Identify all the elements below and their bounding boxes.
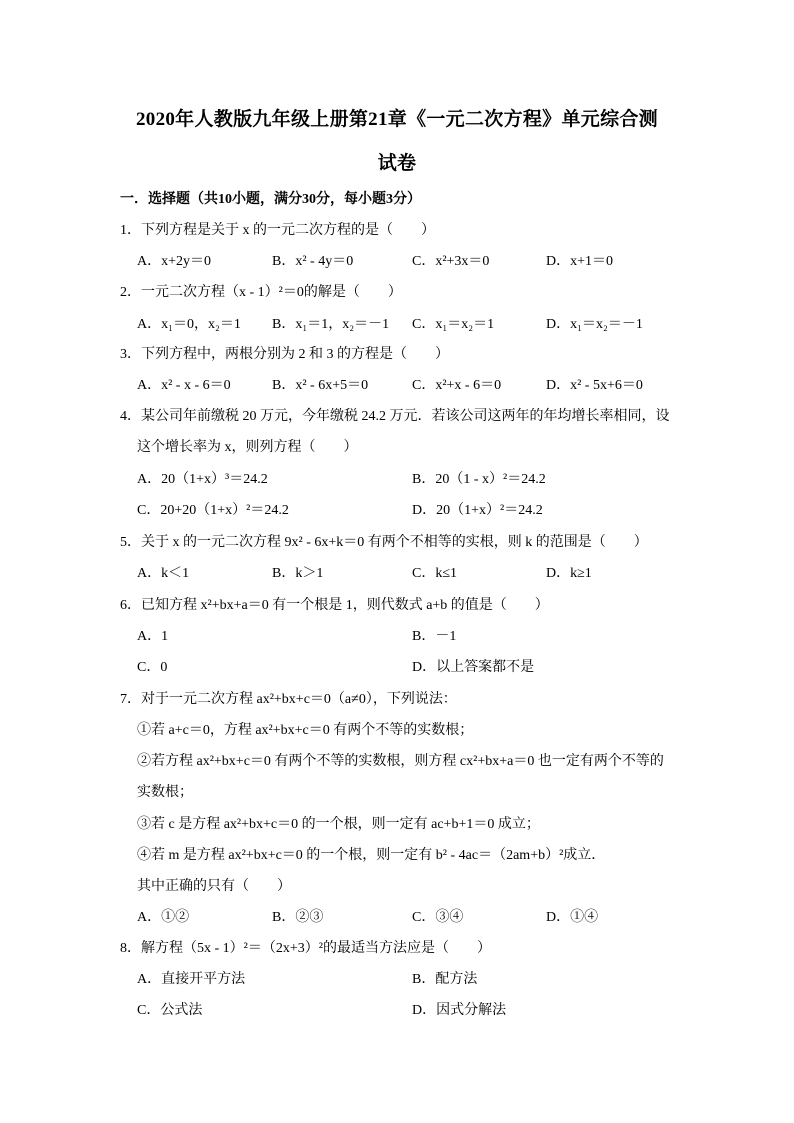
question-6-option-d: D．以上答案都不是 [412, 660, 535, 675]
question-4-stem-line2: 这个增长率为 x，则列方程（ ） [137, 440, 358, 455]
page-title-line2: 试卷 [377, 153, 417, 174]
question-2-option-c: C．x₁＝x₂＝1 [412, 317, 495, 332]
question-1-option-a: A．x+2y＝0 [137, 254, 212, 269]
question-7-statement-1: ①若 a+c＝0，方程 ax²+bx+c＝0 有两个不等的实数根； [137, 723, 474, 738]
question-7-statement-2-line1: ②若方程 ax²+bx+c＝0 有两个不等的实数根，则方程 cx²+bx+a＝0 也一定有两个不等的 [137, 754, 664, 769]
question-5-option-c: C．k≤1 [412, 566, 458, 581]
question-7-statement-3: ③若 c 是方程 ax²+bx+c＝0 的一个根，则一定有 ac+b+1＝0 成立； [137, 817, 540, 832]
question-2-option-a: A．x₁＝0，x₂＝1 [137, 317, 241, 332]
question-7-statement-2-line2: 实数根； [137, 785, 193, 800]
question-7-statement-4: ④若 m 是方程 ax²+bx+c＝0 的一个根，则一定有 b² - 4ac＝（2am+b）²成立． [137, 848, 606, 863]
question-5-option-d: D．k≥1 [546, 566, 592, 581]
question-1-option-b: B．x² - 4y＝0 [272, 254, 354, 269]
question-8-option-a: A．直接开平方法 [137, 972, 246, 987]
question-1-option-c: C．x²+3x＝0 [412, 254, 490, 269]
question-4-option-c: C．20+20（1+x）²＝24.2 [137, 503, 289, 518]
question-5-option-a: A．k＜1 [137, 566, 190, 581]
question-3-stem: 3．下列方程中，两根分别为 2 和 3 的方程是（ ） [120, 347, 449, 362]
question-3-option-c: C．x²+x - 6＝0 [412, 378, 502, 393]
question-7-option-b: B．②③ [272, 910, 324, 925]
question-2-option-d: D．x₁＝x₂＝－1 [546, 317, 643, 332]
question-6-option-a: A．1 [137, 629, 169, 644]
question-8-option-b: B．配方法 [412, 972, 478, 987]
question-7-stem: 7．对于一元二次方程 ax²+bx+c＝0（a≠0），下列说法： [120, 692, 457, 707]
question-6-option-b: B．－1 [412, 629, 457, 644]
question-1-stem: 1．下列方程是关于 x 的一元二次方程的是（ ） [120, 223, 435, 238]
question-5-stem: 5．关于 x 的一元二次方程 9x² - 6x+k＝0 有两个不相等的实根，则 k 的范围是（ ） [120, 535, 648, 550]
question-3-option-d: D．x² - 5x+6＝0 [546, 378, 643, 393]
question-7-option-c: C．③④ [412, 910, 464, 925]
section-heading: 一．选择题（共10小题，满分30分，每小题3分） [120, 192, 421, 207]
question-4-stem-line1: 4．某公司年前缴税 20 万元，今年缴税 24.2 万元．若该公司这两年的年均增长率相同，设 [120, 409, 670, 424]
question-8-option-c: C．公式法 [137, 1003, 203, 1018]
question-7-option-a: A．①② [137, 910, 190, 925]
question-6-option-c: C．0 [137, 660, 168, 675]
page-title-line1: 2020年人教版九年级上册第21章《一元二次方程》单元综合测 [135, 109, 658, 130]
question-8-option-d: D．因式分解法 [412, 1003, 507, 1018]
question-3-option-a: A．x² - x - 6＝0 [137, 378, 231, 393]
question-5-option-b: B．k＞1 [272, 566, 324, 581]
question-4-option-a: A．20（1+x）³＝24.2 [137, 472, 268, 487]
question-1-option-d: D．x+1＝0 [546, 254, 614, 269]
question-4-option-b: B．20（1 - x）²＝24.2 [412, 472, 546, 487]
question-2-stem: 2．一元二次方程（x - 1）²＝0的解是（ ） [120, 285, 402, 300]
question-7-ask: 其中正确的只有（ ） [137, 879, 291, 894]
question-7-option-d: D．①④ [546, 910, 599, 925]
question-2-option-b: B．x₁＝1，x₂＝－1 [272, 317, 390, 332]
question-4-option-d: D．20（1+x）²＝24.2 [412, 503, 543, 518]
question-8-stem: 8．解方程（5x - 1）²＝（2x+3）²的最适当方法应是（ ） [120, 941, 491, 956]
question-6-stem: 6．已知方程 x²+bx+a＝0 有一个根是 1，则代数式 a+b 的值是（ ） [120, 598, 549, 613]
question-3-option-b: B．x² - 6x+5＝0 [272, 378, 369, 393]
